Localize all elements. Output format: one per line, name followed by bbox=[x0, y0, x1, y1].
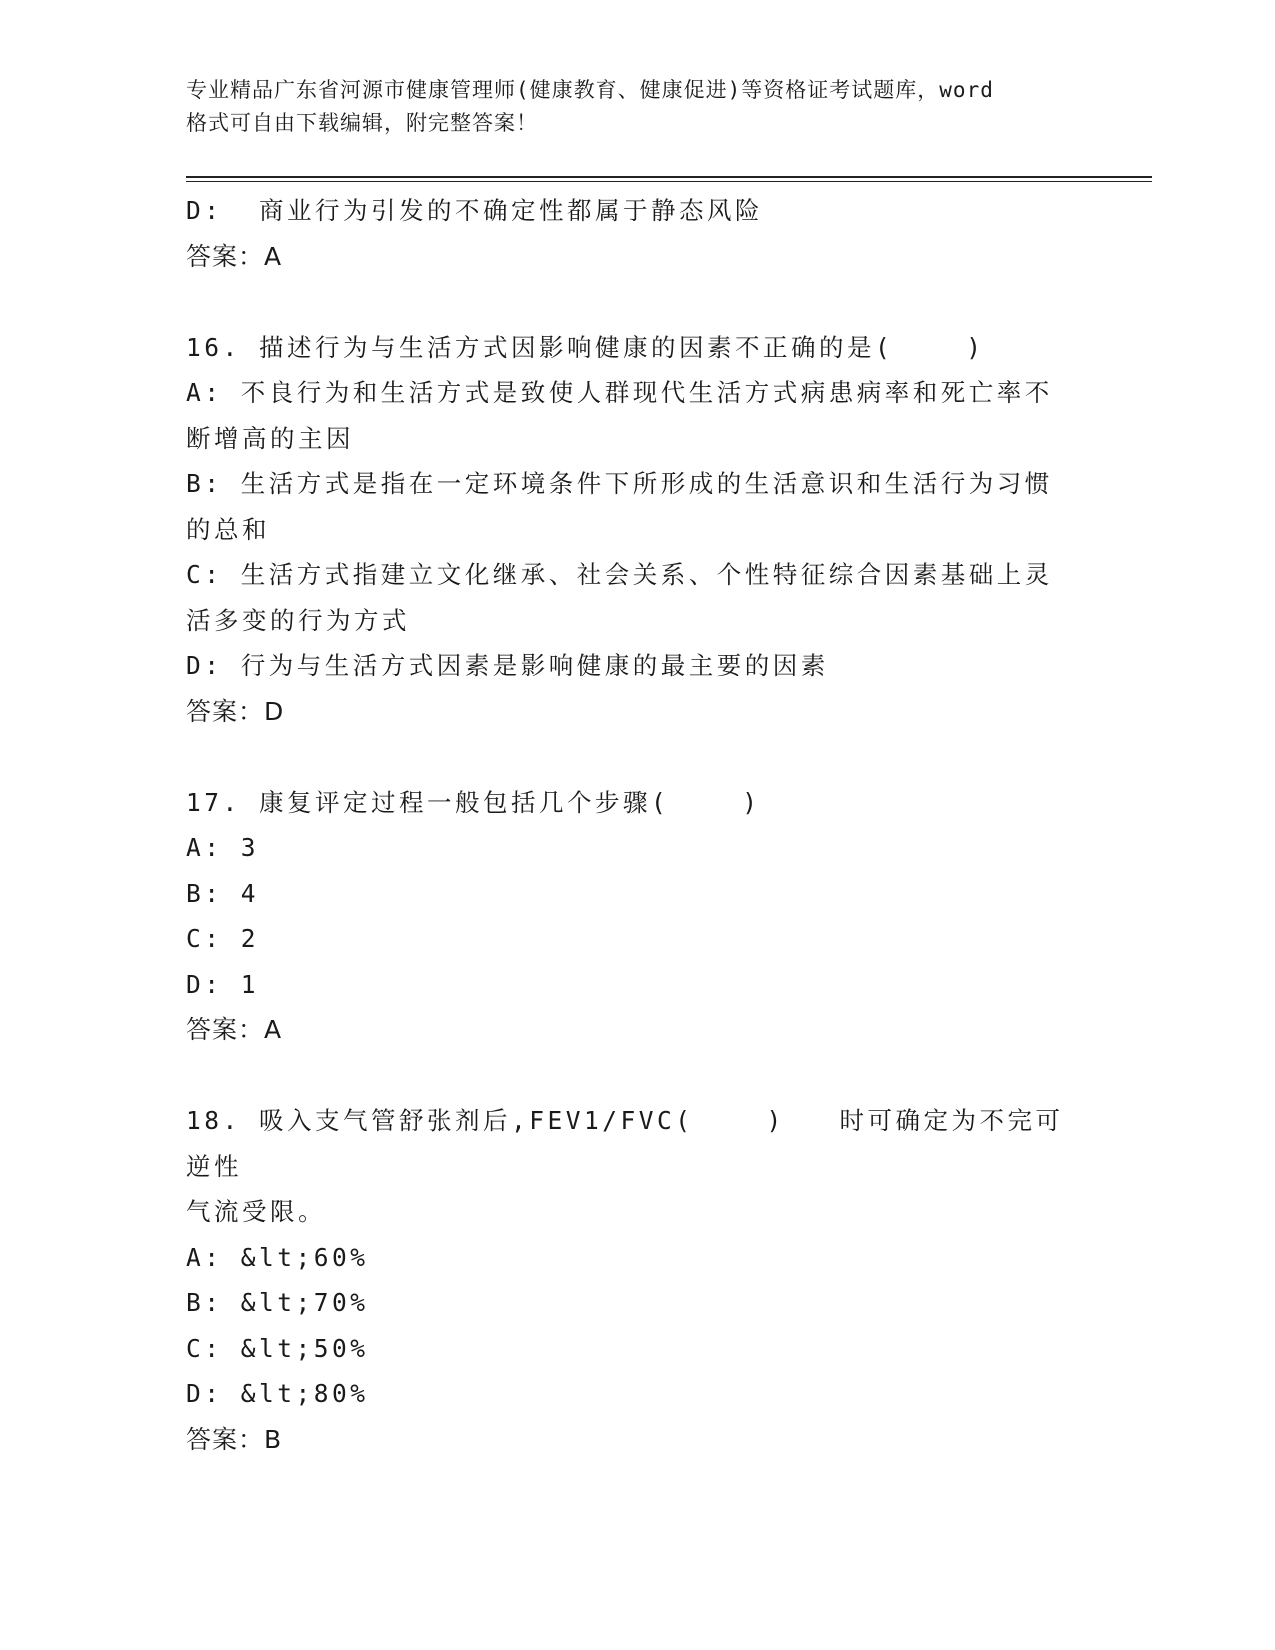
spacer bbox=[186, 734, 1086, 780]
option-a: A: 不良行为和生活方式是致使人群现代生活方式病患病率和死亡率不 bbox=[186, 378, 1053, 407]
option-d: D: 行为与生活方式因素是影响健康的最主要的因素 bbox=[186, 651, 829, 680]
question-17 bbox=[186, 780, 1086, 1053]
spacer bbox=[186, 279, 1086, 325]
option-a: A: &lt;60% bbox=[186, 1242, 369, 1272]
option-c: C: 2 bbox=[186, 924, 260, 953]
option-a: A: 3 bbox=[186, 833, 260, 862]
header-line-2: 格式可自由下载编辑，附完整答案！ bbox=[186, 111, 538, 135]
question-stem: 17. 康复评定过程一般包括几个步骤( ) bbox=[186, 787, 761, 817]
option-b: B: 生活方式是指在一定环境条件下所形成的生活意识和生活行为习惯 bbox=[186, 469, 1053, 498]
answer-line: 答案：A bbox=[186, 241, 283, 271]
header-rule-thick bbox=[186, 176, 1152, 178]
question-16 bbox=[186, 325, 1086, 735]
option-c: C: 生活方式指建立文化继承、社会关系、个性特征综合因素基础上灵 bbox=[186, 560, 1053, 589]
option-a-cont: 断增高的主因 bbox=[186, 423, 354, 453]
option-c-cont: 活多变的行为方式 bbox=[186, 605, 410, 635]
option-b: B: 4 bbox=[186, 878, 260, 908]
option-c: C: &lt;50% bbox=[186, 1333, 369, 1363]
option-d: D: &lt;80% bbox=[186, 1379, 369, 1408]
question-stem: 16. 描述行为与生活方式因影响健康的因素不正确的是( ) bbox=[186, 332, 985, 362]
question-stem: 18. 吸入支气管舒张剂后,FEV1/FVC( ) 时可确定为不完可逆性 bbox=[186, 1106, 1064, 1181]
option-d: D: 1 bbox=[186, 969, 260, 999]
page-header bbox=[186, 74, 1086, 140]
option-b-cont: 的总和 bbox=[186, 514, 270, 544]
spacer bbox=[186, 1053, 1086, 1099]
question-stem-cont: 气流受限。 bbox=[186, 1197, 326, 1226]
header-line-1: 专业精品广东省河源市健康管理师(健康教育、健康促进)等资格证考试题库，word bbox=[186, 78, 994, 102]
answer-line: 答案：A bbox=[186, 1015, 283, 1044]
option-d: D: 商业行为引发的不确定性都属于静态风险 bbox=[186, 196, 763, 225]
prev-question-tail bbox=[186, 188, 1086, 279]
question-18 bbox=[186, 1098, 1086, 1462]
header-rule-thin bbox=[186, 181, 1152, 182]
answer-line: 答案：B bbox=[186, 1424, 283, 1454]
option-b: B: &lt;70% bbox=[186, 1288, 369, 1317]
question-content bbox=[186, 188, 1086, 1462]
answer-line: 答案：D bbox=[186, 696, 285, 726]
